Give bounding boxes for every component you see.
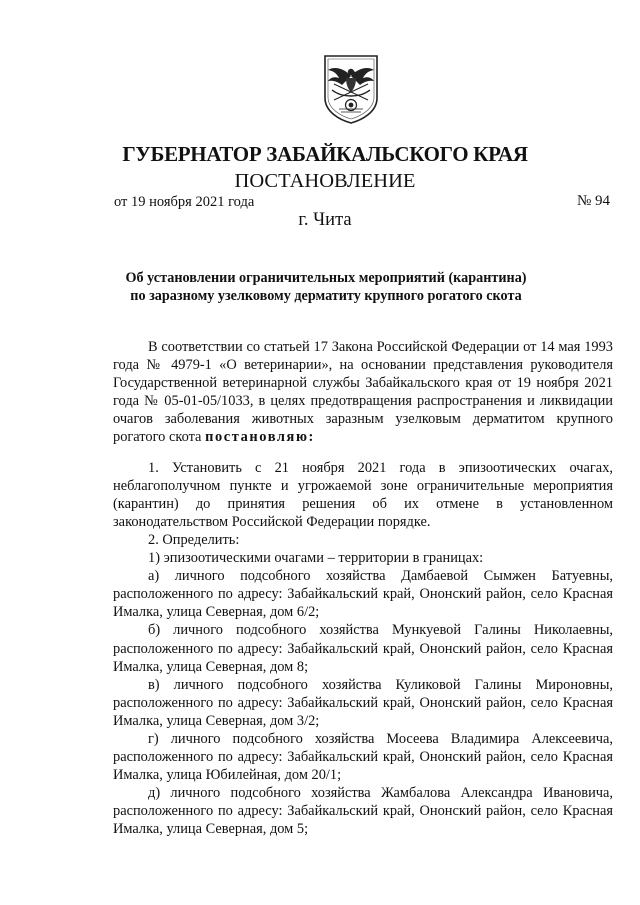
- list-item: а) личного подсобного хозяйства Дамбаевой Сымжен Батуевны, расположенного по адресу: Забайкальский край, Ононский район, село Красная Ималка, улица Северная, дом 6/2;: [113, 568, 613, 621]
- list-item: г) личного подсобного хозяйства Мосеева Владимира Алексеевича, расположенного по адресу: Забайкальский край, Ононский район, село Красная Ималка, улица Юбилейная, дом 20/1;: [113, 730, 613, 784]
- list-item: д) личного подсобного хозяйства Жамбалова Александра Ивановича, расположенного по адресу: Забайкальский край, Ононский район, село Красная Ималка, улица Северная, дом 5;: [113, 785, 613, 838]
- document-type: ПОСТАНОВЛЕНИЕ: [234, 170, 416, 192]
- preamble-text: В соответствии со статьей 17 Закона Российской Федерации от 14 мая 1993 года № 4979-1 «О ветеринарии», на основании представления руководителя Государственной ветеринарной службы Забайкальского края от 19 ноября 2021 года № 05-01-05/1033, в целях предотвращения распространения и ликвидации очагов заболевания животных заразным узелковым дерматитом крупного рогатого скота: [113, 339, 613, 446]
- list-item: б) личного подсобного хозяйства Мункуевой Галины Николаевны, расположенного по адресу: Забайкальский край, Ононский район, село Красная Ималка, улица Северная, дом 8;: [113, 622, 613, 675]
- document-date: от 19 ноября 2021 года: [114, 194, 255, 210]
- paragraph-1: 1. Установить с 21 ноября 2021 года в эпизоотических очагах, неблагополучном пункте и угрожаемой зоне ограничительные мероприятия (карантин) до принятия решения об их отмене в установленном законодательством Российской Федерации порядке.: [113, 459, 613, 530]
- decree-word: постановляю:: [205, 429, 315, 446]
- paragraph-2: 2. Определить:: [148, 531, 240, 548]
- list-item: в) личного подсобного хозяйства Куликовой Галины Мироновны, расположенного по адресу: Забайкальский край, Ононский район, село Красная Ималка, улица Северная, дом 3/2;: [113, 676, 613, 729]
- document-city: г. Чита: [298, 210, 352, 230]
- subject-line-1: Об установлении ограничительных мероприятий (карантина): [125, 270, 527, 286]
- document-subject: [0, 269, 640, 305]
- document-body: [113, 338, 613, 839]
- preamble-paragraph: [113, 338, 613, 447]
- paragraph-3: 1) эпизоотическими очагами – территории в границах:: [148, 550, 484, 567]
- governor-title: ГУБЕРНАТОР ЗАБАЙКАЛЬСКОГО КРАЯ: [122, 142, 528, 166]
- subject-line-2: по заразному узелковому дерматиту крупного рогатого скота: [130, 288, 522, 304]
- document-number: № 94: [576, 193, 610, 209]
- coat-of-arms-icon: [322, 54, 380, 124]
